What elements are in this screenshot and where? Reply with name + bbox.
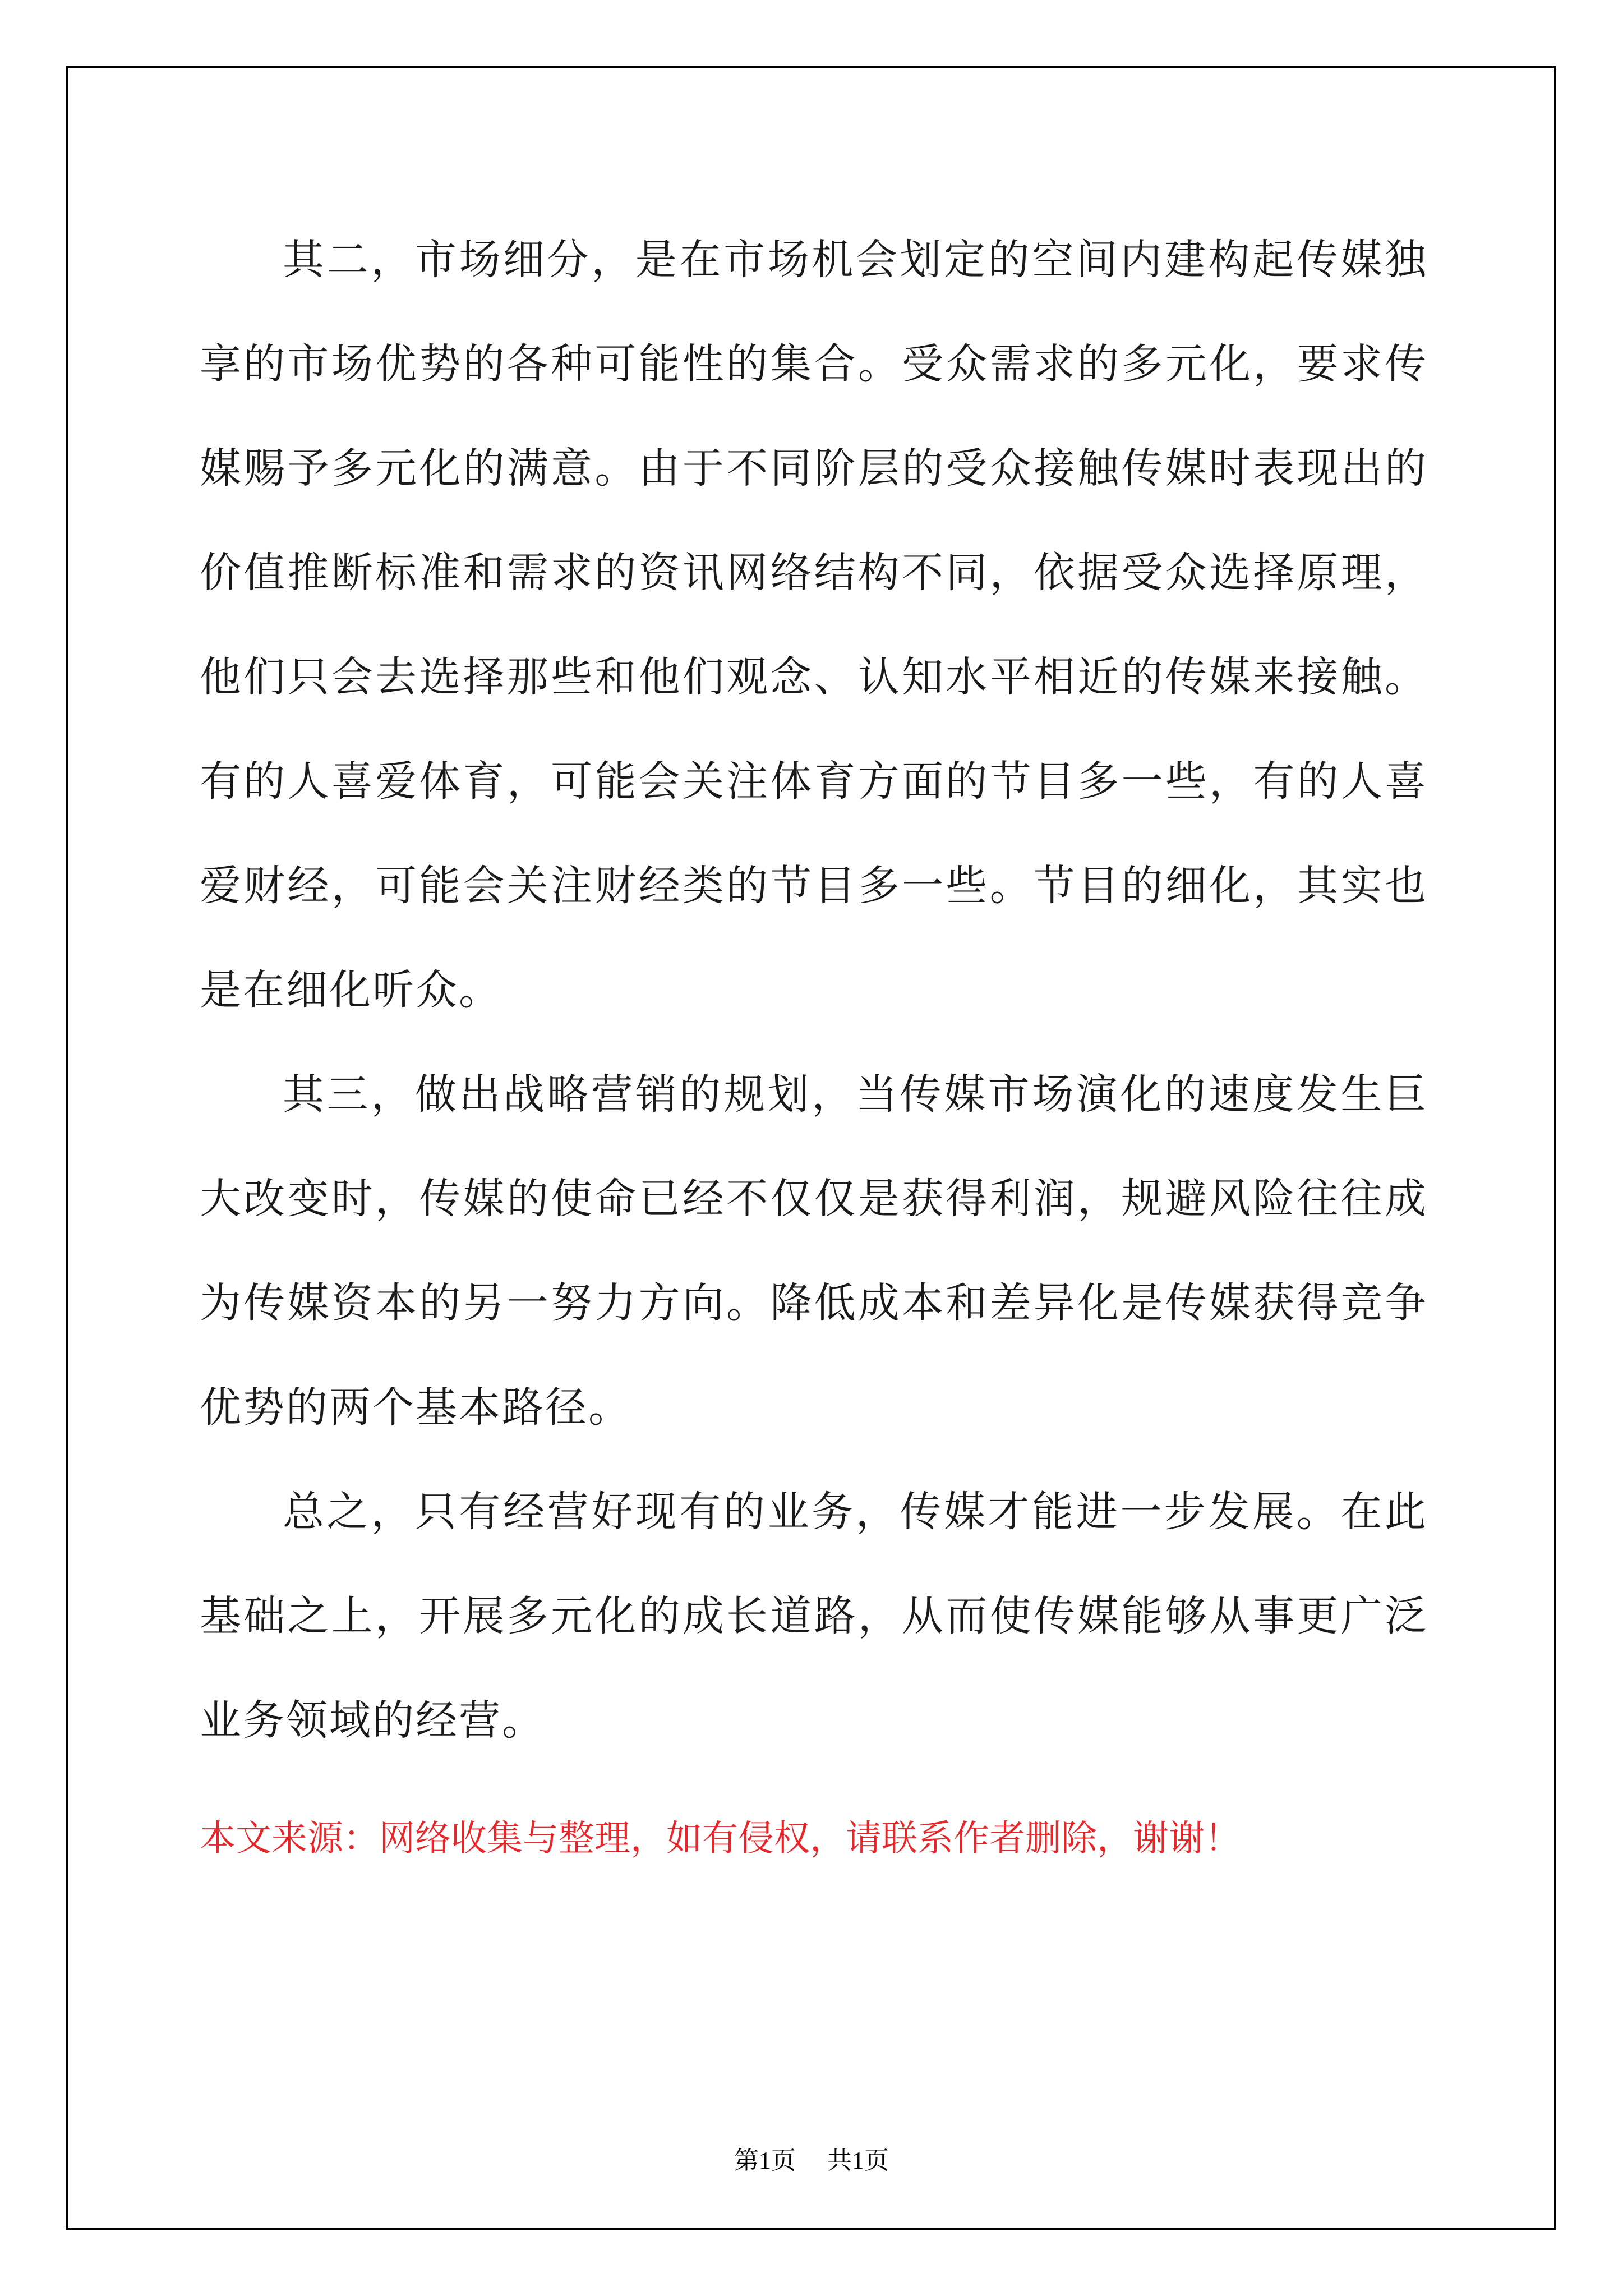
paragraph-strategic-marketing: 其三，做出战略营销的规划，当传媒市场演化的速度发生巨大改变时，传媒的使命已经不仅仅是获得利润，规避风险往往成为传媒资本的另一努力方向。降低成本和差异化是传媒获得竞争优势的两个基本路径。: [200, 1070, 1428, 1432]
paragraph-market-segmentation: 其二，市场细分，是在市场机会划定的空间内建构起传媒独享的市场优势的各种可能性的集合。受众需求的多元化，要求传媒赐予多元化的满意。由于不同阶层的受众接触传媒时表现出的价值推断标准和需求的资讯网络结构不同，依据受众选择原理，他们只会去选择那些和他们观念、认知水平相近的传媒来接触。有的人喜爱体育，可能会关注体育方面的节目多一些，有的人喜爱财经，可能会关注财经类的节目多一些。节目的细化，其实也是在细化听众。: [200, 236, 1428, 1014]
document-body: [200, 208, 1428, 1773]
paragraph-conclusion: 总之，只有经营好现有的业务，传媒才能进一步发展。在此基础之上，开展多元化的成长道路，从而使传媒能够从事更广泛业务领域的经营。: [200, 1488, 1428, 1745]
page-footer: [0, 2144, 1623, 2178]
page-number-total: 共1页: [827, 2147, 889, 2174]
page-number-current: 第1页: [734, 2147, 796, 2174]
source-disclaimer: 本文来源：网络收集与整理，如有侵权，请联系作者删除，谢谢！: [200, 1818, 1241, 1860]
